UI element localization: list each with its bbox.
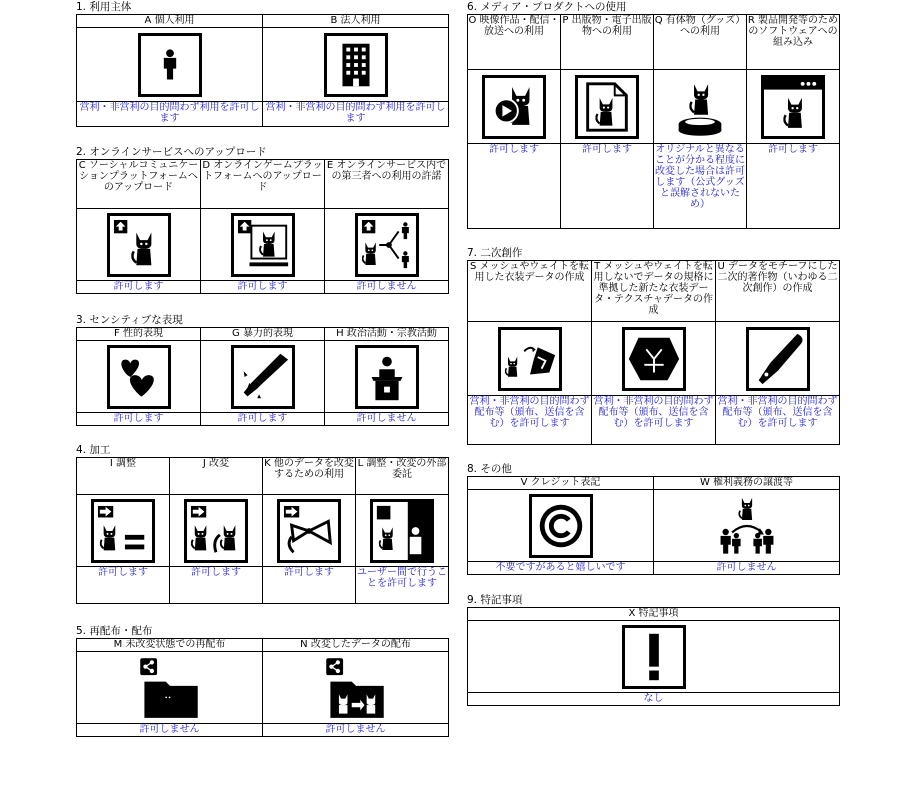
column-header: J 改変	[170, 458, 263, 495]
permission-value: 許可します	[561, 144, 654, 229]
adjust-icon	[91, 499, 155, 563]
column-header: R 製品開発等のためのソフトウェアへの組み込み	[747, 15, 840, 70]
column-header: V クレジット表記	[468, 477, 654, 490]
permission-value: 営利・非営利の目的問わず利用を許可します	[77, 102, 263, 127]
column-header: P 出版物・電子出版物への利用	[561, 15, 654, 70]
hearts-icon	[107, 345, 171, 409]
permission-value: 許可します	[77, 413, 201, 426]
column-header: A 個人利用	[77, 15, 263, 28]
permission-value: 許可します	[170, 567, 263, 604]
section-online-upload	[76, 145, 449, 294]
permission-value: 許可します	[263, 567, 356, 604]
license-table	[76, 638, 449, 737]
document-icon	[575, 75, 639, 139]
building-icon	[324, 33, 388, 97]
share-folder-icon	[138, 656, 202, 720]
column-header: H 政治活動・宗教活動	[325, 328, 449, 341]
person-icon	[138, 33, 202, 97]
column-header: F 性的表現	[77, 328, 201, 341]
section-derivative-works	[467, 246, 840, 445]
section-special-notes	[467, 593, 840, 706]
permission-value: オリジナルと異なることが分かる程度に改変した場合は許可します（公式グッズと誤解されないため）	[654, 144, 747, 229]
column-header: E オンラインサービス内での第三者への利用の許諾	[325, 160, 449, 209]
section-title: 9. 特記事項	[467, 594, 523, 606]
column-header: I 調整	[77, 458, 170, 495]
column-header: K 他のデータを改変するための利用	[263, 458, 356, 495]
transfer-icon	[715, 494, 779, 558]
section-title: 3. センシティブな表現	[76, 314, 183, 326]
permission-value: 許可します	[77, 281, 201, 294]
permission-value: 許可します	[201, 281, 325, 294]
permission-value: 許可しません	[325, 281, 449, 294]
permission-value: 許可しません	[263, 724, 449, 737]
column-header: Q 有体物（グッズ）への利用	[654, 15, 747, 70]
section-title: 4. 加工	[76, 444, 111, 456]
pen-icon	[746, 327, 810, 391]
permission-value: 不要ですがあると嬉しいです	[468, 562, 654, 575]
video-icon	[482, 75, 546, 139]
column-header: T メッシュやウェイトを転用しないでデータの規格に準拠した新たな衣装データ・テクスチャデータの作成	[592, 261, 716, 322]
permission-value: 許可しません	[325, 413, 449, 426]
column-header: U データをモチーフにした二次的著作物（いわゆる二次創作）の作成	[716, 261, 840, 322]
outsourcing-icon	[370, 499, 434, 563]
section-redistribution	[76, 624, 449, 737]
modify-icon	[184, 499, 248, 563]
license-table	[467, 260, 840, 445]
column-header: C ソーシャルコミュニケーションプラットフォームへのアップロード	[77, 160, 201, 209]
section-title: 5. 再配布・配布	[76, 625, 153, 637]
section-title: 6. メディア・プロダクトへの使用	[467, 1, 627, 13]
share-modified-icon	[324, 656, 388, 720]
outfit-icon	[622, 327, 686, 391]
column-header: X 特記事項	[468, 608, 840, 621]
permission-value: 営利・非営利の目的問わず利用を許可します	[263, 102, 449, 127]
license-table	[467, 14, 840, 229]
permission-value: 営利・非営利の目的問わず配布等（頒布、送信を含む）を許可します	[468, 396, 592, 445]
permission-value: 許可しません	[654, 562, 840, 575]
section-title: 1. 利用主体	[76, 1, 132, 13]
permission-value: 許可します	[468, 144, 561, 229]
game-upload-icon	[231, 213, 295, 277]
section-title: 7. 二次創作	[467, 247, 523, 259]
third-party-license-icon	[355, 213, 419, 277]
column-header: S メッシュやウェイトを転用した衣装データの作成	[468, 261, 592, 322]
exclamation-icon	[622, 625, 686, 689]
permission-value: 許可しません	[77, 724, 263, 737]
social-upload-icon	[107, 213, 171, 277]
copyright-icon	[529, 494, 593, 558]
column-header: N 改変したデータの配布	[263, 639, 449, 652]
cat-outfit-icon	[498, 327, 562, 391]
ribbon-modify-icon	[277, 499, 341, 563]
column-header: L 調整・改変の外部委託	[356, 458, 449, 495]
section-other	[467, 462, 840, 575]
section-usage-subject	[76, 0, 449, 127]
permission-value: なし	[468, 693, 840, 706]
section-media-products	[467, 0, 840, 229]
section-title: 8. その他	[467, 463, 512, 475]
column-header: W 権利義務の譲渡等	[654, 477, 840, 490]
knife-icon	[231, 345, 295, 409]
permission-value: 営利・非営利の目的問わず配布等（頒布、送信を含む）を許可します	[716, 396, 840, 445]
section-title: 2. オンラインサービスへのアップロード	[76, 146, 267, 158]
column-header: B 法人利用	[263, 15, 449, 28]
license-table	[76, 159, 449, 294]
permission-value: 許可します	[747, 144, 840, 229]
permission-value: 営利・非営利の目的問わず配布等（頒布、送信を含む）を許可します	[592, 396, 716, 445]
permission-value: 許可します	[77, 567, 170, 604]
license-table	[76, 457, 449, 604]
section-processing	[76, 443, 449, 604]
figure-goods-icon	[668, 75, 732, 139]
permission-value: ユーザー間で行うことを許可します	[356, 567, 449, 604]
license-table	[467, 607, 840, 706]
license-table	[76, 327, 449, 426]
software-window-icon	[761, 75, 825, 139]
license-table	[467, 476, 840, 575]
section-sensitive-expression	[76, 313, 449, 426]
podium-icon	[355, 345, 419, 409]
column-header: D オンラインゲームプラットフォームへのアップロード	[201, 160, 325, 209]
column-header: G 暴力的表現	[201, 328, 325, 341]
column-header: M 未改変状態での再配布	[77, 639, 263, 652]
column-header: O 映像作品・配信・放送への利用	[468, 15, 561, 70]
permission-value: 許可します	[201, 413, 325, 426]
license-table	[76, 14, 449, 127]
